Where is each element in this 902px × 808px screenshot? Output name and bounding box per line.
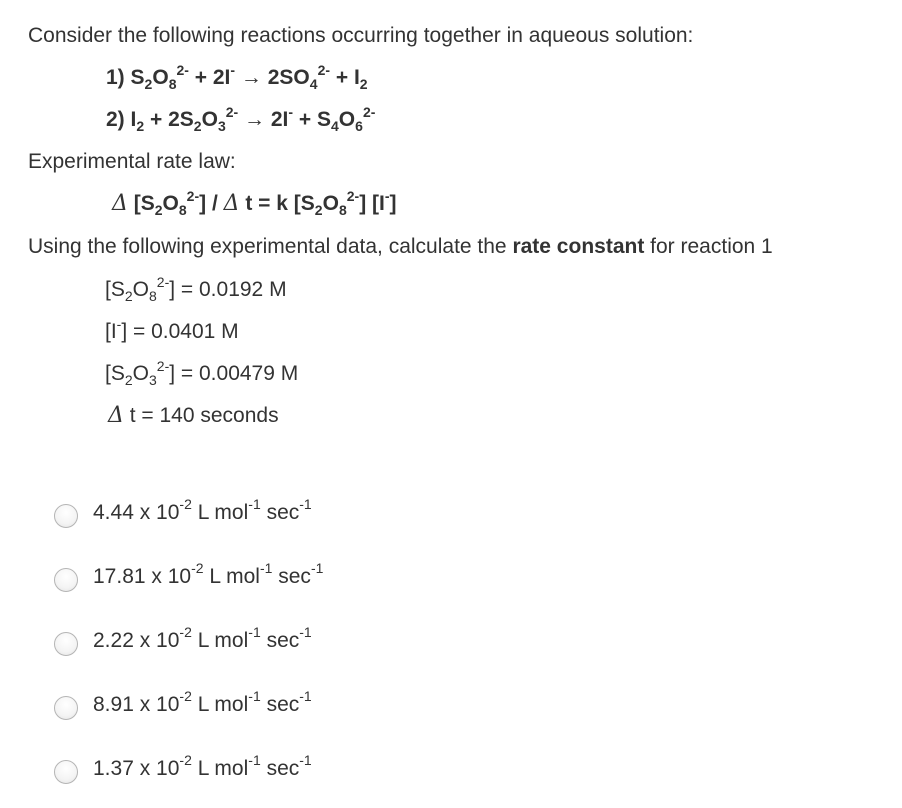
mantissa: 2.22 x 10	[93, 629, 180, 652]
data-text: [S	[105, 362, 125, 385]
exponent: -1	[248, 688, 261, 704]
instruction-bold: rate constant	[512, 235, 645, 258]
answer-option-1[interactable]	[54, 497, 312, 529]
reaction-1-iodide: + 2I	[188, 66, 231, 89]
mantissa: 17.81 x 10	[93, 565, 192, 588]
unit: L mol	[191, 693, 249, 716]
subscript: 2	[154, 202, 163, 218]
answer-option-5[interactable]	[54, 753, 312, 785]
subscript: 6	[355, 118, 363, 134]
reaction-2-tetrathionate-s: + S	[293, 108, 331, 131]
reaction-1-iodine: + I	[330, 66, 360, 89]
exponent: -1	[248, 752, 261, 768]
reaction-2-arrow-iodide: → 2I	[238, 108, 289, 131]
reaction-1-persulfate-o: O	[152, 66, 169, 89]
instruction-pre: Using the following experimental data, calculate the	[28, 235, 513, 258]
subscript: 8	[178, 202, 187, 218]
delta-symbol: Δ	[112, 191, 128, 216]
reaction-2-tetrathionate-o: O	[338, 108, 356, 131]
instruction-post: for reaction 1	[644, 235, 773, 258]
data-text: [I	[105, 320, 117, 343]
mantissa: 8.91 x 10	[93, 693, 180, 716]
reaction-1-number: 1)	[106, 66, 125, 89]
rate-law-label: Experimental rate law:	[28, 150, 236, 173]
reaction-2	[106, 106, 375, 134]
subscript: 8	[338, 202, 347, 218]
radio-button[interactable]	[54, 632, 78, 656]
charge: 2-	[156, 274, 170, 290]
exponent: -1	[299, 752, 312, 768]
reaction-2-thiosulfate-s: + 2S	[144, 108, 194, 131]
rate-law-open: [S	[127, 192, 155, 215]
data-text: O	[132, 362, 149, 385]
exponent: -1	[248, 496, 261, 512]
subscript: 8	[168, 76, 177, 92]
charge: 2-	[176, 62, 189, 78]
data-value: ] = 0.00479 M	[169, 362, 299, 385]
data-value: ] = 0.0192 M	[169, 278, 287, 301]
rate-law-o: O	[162, 192, 179, 215]
reaction-2-number: 2)	[106, 108, 125, 131]
radio-button[interactable]	[54, 760, 78, 784]
subscript: 4	[309, 76, 318, 92]
answer-option-label	[93, 496, 312, 527]
radio-button[interactable]	[54, 696, 78, 720]
exponent: -2	[179, 752, 192, 768]
charge: 2-	[362, 104, 376, 120]
data-value: ] = 0.0401 M	[121, 320, 239, 343]
reaction-2-iodine: I	[130, 108, 137, 131]
rate-law-o2: O	[322, 192, 339, 215]
charge: -	[384, 188, 390, 204]
rate-law-close: ]	[389, 192, 397, 215]
answer-option-3[interactable]	[54, 625, 312, 657]
exponent: -2	[179, 624, 192, 640]
radio-button[interactable]	[54, 504, 78, 528]
unit: L mol	[203, 565, 260, 588]
unit: L mol	[191, 501, 249, 524]
delta-symbol: Δ	[108, 403, 124, 428]
charge: 2-	[317, 62, 331, 78]
charge: -	[288, 104, 294, 120]
charge: -	[230, 62, 236, 78]
exponent: -1	[248, 624, 261, 640]
reaction-2-thiosulfate-o: O	[201, 108, 218, 131]
charge: 2-	[225, 104, 239, 120]
answer-option-label	[93, 688, 312, 719]
data-text: O	[132, 278, 149, 301]
subscript: 2	[136, 118, 145, 134]
charge: 2-	[186, 188, 200, 204]
exponent: -2	[179, 496, 192, 512]
question-intro: Consider the following reactions occurring together in aqueous solution:	[28, 24, 694, 47]
rate-law-equation	[112, 190, 397, 218]
charge: -	[116, 316, 122, 332]
exponent: -1	[299, 688, 312, 704]
instruction	[28, 233, 773, 261]
data-text: [S	[105, 278, 125, 301]
unit: L mol	[191, 757, 249, 780]
exponent: -1	[259, 560, 273, 576]
subscript: 3	[217, 118, 226, 134]
exponent: -1	[299, 624, 312, 640]
subscript: 2	[359, 76, 368, 92]
unit: sec	[272, 565, 311, 588]
unit: sec	[260, 629, 300, 652]
charge: 2-	[346, 188, 360, 204]
answer-option-label	[93, 560, 324, 591]
exponent: -2	[191, 560, 204, 576]
unit: sec	[260, 693, 300, 716]
reaction-1	[106, 64, 368, 92]
subscript: 8	[148, 288, 157, 304]
subscript: 2	[193, 118, 202, 134]
subscript: 2	[124, 372, 133, 388]
subscript: 3	[148, 372, 157, 388]
rate-law-iodide: ] [I	[359, 192, 385, 215]
reaction-1-persulfate-s: S	[130, 66, 145, 89]
answer-option-4[interactable]	[54, 689, 312, 721]
radio-button[interactable]	[54, 568, 78, 592]
rate-law-divider: ] /	[199, 192, 224, 215]
charge: 2-	[156, 358, 170, 374]
rate-law-k: t = k [S	[239, 192, 315, 215]
unit: sec	[260, 757, 300, 780]
answer-option-2[interactable]	[54, 561, 323, 593]
mantissa: 4.44 x 10	[93, 501, 180, 524]
subscript: 2	[124, 288, 133, 304]
data-value: t = 140 seconds	[123, 404, 279, 427]
data-thiosulfate	[105, 360, 298, 388]
mantissa: 1.37 x 10	[93, 757, 180, 780]
reaction-1-arrow-sulfate: → 2SO	[235, 66, 310, 89]
subscript: 2	[144, 76, 153, 92]
data-iodide	[105, 318, 239, 346]
data-persulfate	[105, 276, 287, 304]
answer-option-label	[93, 624, 312, 655]
unit: L mol	[191, 629, 249, 652]
subscript: 4	[331, 118, 339, 134]
data-time	[108, 402, 279, 430]
delta-symbol: Δ	[223, 191, 240, 216]
subscript: 2	[314, 202, 323, 218]
unit: sec	[260, 501, 300, 524]
exponent: -2	[179, 688, 192, 704]
exponent: -1	[299, 496, 312, 512]
answer-option-label	[93, 752, 312, 783]
exponent: -1	[310, 560, 324, 576]
